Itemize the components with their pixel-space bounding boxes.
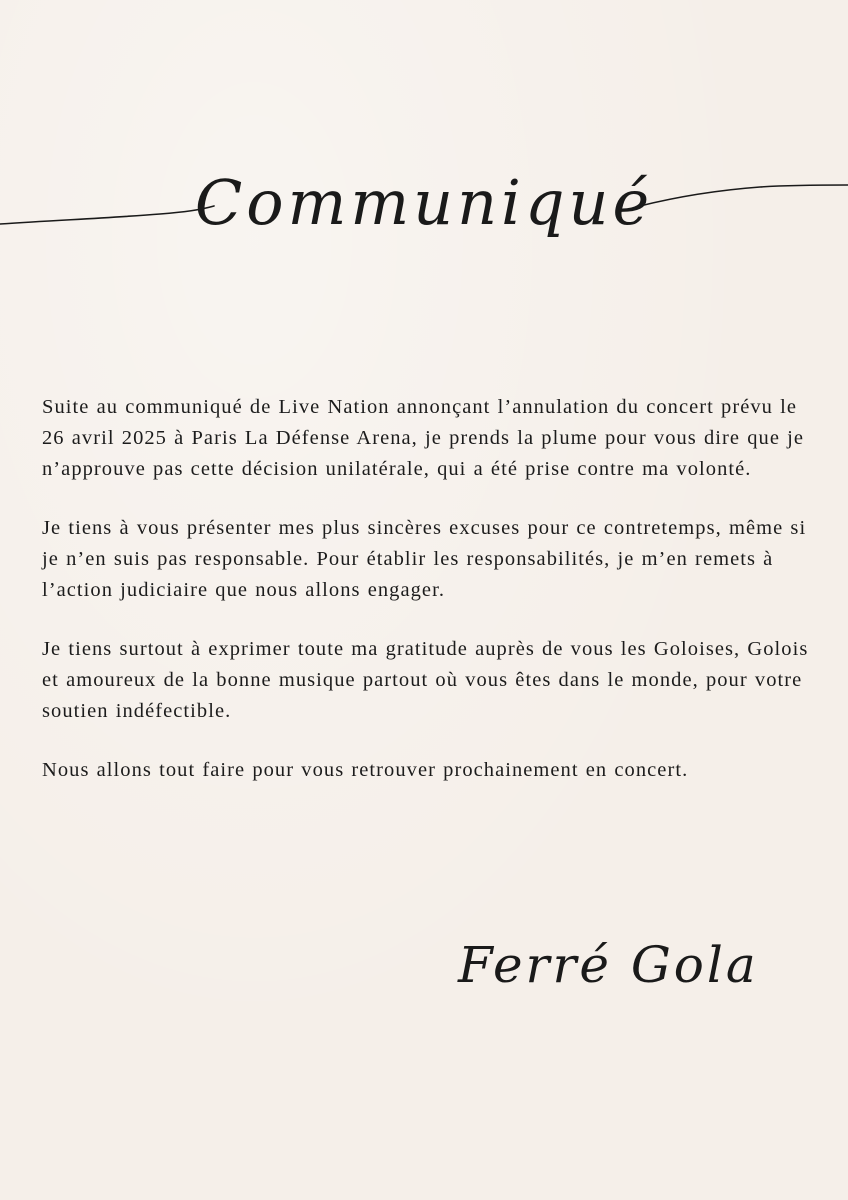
paragraph-4: Nous allons tout faire pour vous retrouver prochainement en concert. bbox=[42, 759, 689, 781]
title-swash-graphic bbox=[0, 140, 848, 280]
paragraph-2: Je tiens à vous présenter mes plus sincères excuses pour ce contretemps, même si je n’en suis pas responsable. Pour établir les responsabilités, je m’en remets à l’action judiciaire que nous allons engager. bbox=[42, 517, 807, 601]
page-title: Communiqué bbox=[194, 166, 654, 239]
title-swash-right bbox=[640, 185, 848, 206]
signature-text: Ferré Gola bbox=[458, 936, 759, 994]
paragraph-3: Je tiens surtout à exprimer toute ma gratitude auprès de vous les Goloises, Golois et amoureux de la bonne musique partout où vous êtes dans le monde, pour votre soutien indéfectible. bbox=[42, 638, 809, 722]
signature-graphic bbox=[448, 920, 768, 1020]
letter-body bbox=[42, 392, 812, 814]
title-swash-left bbox=[0, 206, 214, 224]
signature bbox=[448, 920, 768, 1020]
title-script bbox=[0, 140, 848, 280]
paragraph-1: Suite au communiqué de Live Nation annonçant l’annulation du concert prévu le 26 avril 2025 à Paris La Défense Arena, je prends la plume pour vous dire que je n’approuve pas cette décision unilatérale, qui a été prise contre ma volonté. bbox=[42, 396, 805, 480]
